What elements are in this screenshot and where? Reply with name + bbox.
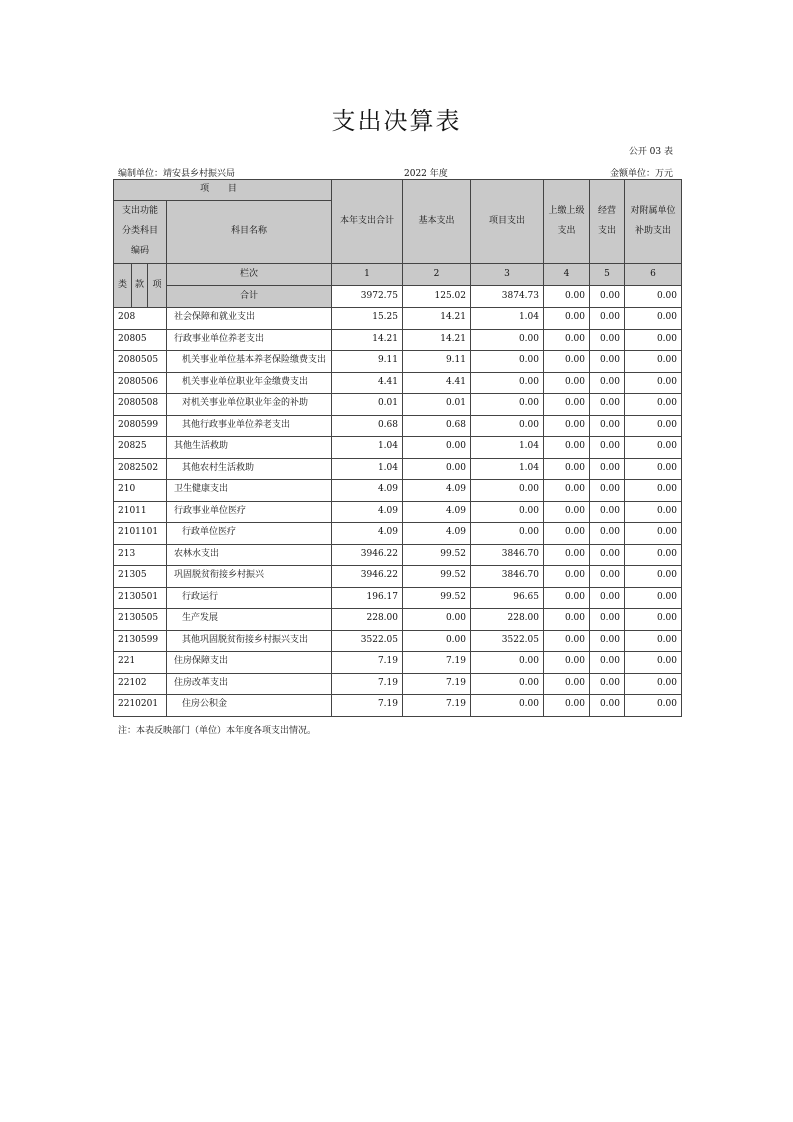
amount-cell: 7.19 xyxy=(332,695,403,717)
amount-cell: 0.00 xyxy=(625,587,682,609)
amount-cell: 0.00 xyxy=(544,544,590,566)
amount-cell: 0.00 xyxy=(544,480,590,502)
subject-code: 2080599 xyxy=(114,415,167,437)
xiang-header: 项 xyxy=(148,264,167,308)
total-value: 0.00 xyxy=(544,286,590,308)
amount-cell: 0.00 xyxy=(544,437,590,459)
subject-name: 住房保障支出 xyxy=(167,652,332,674)
table-row xyxy=(114,394,682,416)
amount-cell: 0.00 xyxy=(544,501,590,523)
amount-cell: 0.00 xyxy=(590,480,625,502)
subject-name: 其他农村生活救助 xyxy=(167,458,332,480)
subject-code: 20825 xyxy=(114,437,167,459)
amount-cell: 0.00 xyxy=(544,372,590,394)
amount-cell: 15.25 xyxy=(332,308,403,330)
subject-name: 行政单位医疗 xyxy=(167,523,332,545)
subject-code: 213 xyxy=(114,544,167,566)
expenditure-table xyxy=(113,179,682,717)
project-header: 项 目 xyxy=(114,180,332,201)
kuan-header: 款 xyxy=(132,264,148,308)
amount-cell: 1.04 xyxy=(471,437,544,459)
amount-cell: 0.00 xyxy=(625,566,682,588)
amount-cell: 99.52 xyxy=(403,566,471,588)
total-value: 0.00 xyxy=(625,286,682,308)
amount-cell: 0.68 xyxy=(403,415,471,437)
subject-name: 行政运行 xyxy=(167,587,332,609)
table-row xyxy=(114,587,682,609)
subject-name: 巩固脱贫衔接乡村振兴 xyxy=(167,566,332,588)
amount-cell: 0.00 xyxy=(544,523,590,545)
subject-name: 对机关事业单位职业年金的补助 xyxy=(167,394,332,416)
table-row xyxy=(114,501,682,523)
amount-cell: 0.00 xyxy=(625,308,682,330)
amount-cell: 99.52 xyxy=(403,587,471,609)
amount-cell: 0.00 xyxy=(625,523,682,545)
amount-cell: 7.19 xyxy=(403,695,471,717)
page-title: 支出决算表 xyxy=(331,107,462,135)
subject-code: 2210201 xyxy=(114,695,167,717)
table-row xyxy=(114,609,682,631)
amount-cell: 1.04 xyxy=(471,308,544,330)
amount-cell: 3522.05 xyxy=(471,630,544,652)
amount-cell: 0.00 xyxy=(590,587,625,609)
amount-cell: 0.00 xyxy=(590,437,625,459)
amount-cell: 0.00 xyxy=(544,458,590,480)
amount-cell: 0.00 xyxy=(590,329,625,351)
amount-cell: 4.09 xyxy=(403,480,471,502)
amount-cell: 0.00 xyxy=(544,587,590,609)
subject-name: 其他行政事业单位养老支出 xyxy=(167,415,332,437)
table-row xyxy=(114,351,682,373)
amount-cell: 0.00 xyxy=(590,652,625,674)
subject-name: 行政事业单位养老支出 xyxy=(167,329,332,351)
amount-cell: 0.00 xyxy=(625,458,682,480)
amount-cell: 0.00 xyxy=(625,630,682,652)
subject-code: 2130599 xyxy=(114,630,167,652)
total-value: 3972.75 xyxy=(332,286,403,308)
subject-code: 21305 xyxy=(114,566,167,588)
col-num: 1 xyxy=(332,264,403,286)
amount-cell: 0.00 xyxy=(625,609,682,631)
amount-cell: 0.00 xyxy=(471,673,544,695)
amount-cell: 0.00 xyxy=(625,673,682,695)
subject-name-header: 科目名称 xyxy=(167,201,332,264)
subject-code: 21011 xyxy=(114,501,167,523)
amount-cell: 0.00 xyxy=(471,394,544,416)
amount-cell: 0.00 xyxy=(471,501,544,523)
amount-cell: 0.00 xyxy=(544,308,590,330)
amount-cell: 0.00 xyxy=(590,695,625,717)
amount-cell: 4.09 xyxy=(403,501,471,523)
amount-cell: 7.19 xyxy=(403,673,471,695)
col-header-total: 本年支出合计 xyxy=(332,180,403,264)
subject-code: 2082502 xyxy=(114,458,167,480)
amount-cell: 0.00 xyxy=(625,415,682,437)
amount-cell: 4.09 xyxy=(332,523,403,545)
amount-cell: 9.11 xyxy=(403,351,471,373)
amount-cell: 0.68 xyxy=(332,415,403,437)
amount-cell: 0.00 xyxy=(625,695,682,717)
amount-cell: 0.00 xyxy=(544,695,590,717)
amount-cell: 3846.70 xyxy=(471,544,544,566)
subject-code: 2130501 xyxy=(114,587,167,609)
amount-cell: 0.00 xyxy=(590,415,625,437)
col-num: 5 xyxy=(590,264,625,286)
table-row xyxy=(114,523,682,545)
amount-cell: 0.00 xyxy=(590,501,625,523)
col-num: 2 xyxy=(403,264,471,286)
amount-cell: 3522.05 xyxy=(332,630,403,652)
amount-cell: 0.00 xyxy=(544,630,590,652)
amount-cell: 14.21 xyxy=(403,329,471,351)
subject-code: 2101101 xyxy=(114,523,167,545)
amount-cell: 0.00 xyxy=(544,566,590,588)
amount-cell: 228.00 xyxy=(471,609,544,631)
col-header-remit: 上缴上级支出 xyxy=(544,180,590,264)
total-value: 125.02 xyxy=(403,286,471,308)
table-row xyxy=(114,415,682,437)
amount-cell: 0.00 xyxy=(625,652,682,674)
subject-code: 2080505 xyxy=(114,351,167,373)
amount-cell: 0.00 xyxy=(544,415,590,437)
amount-cell: 3846.70 xyxy=(471,566,544,588)
amount-cell: 0.00 xyxy=(544,673,590,695)
col-header-project: 项目支出 xyxy=(471,180,544,264)
amount-cell: 0.00 xyxy=(590,609,625,631)
amount-cell: 0.01 xyxy=(403,394,471,416)
amount-cell: 0.00 xyxy=(625,372,682,394)
amount-cell: 7.19 xyxy=(332,673,403,695)
col-header-operating: 经营支出 xyxy=(590,180,625,264)
amount-cell: 3946.22 xyxy=(332,544,403,566)
total-value: 3874.73 xyxy=(471,286,544,308)
table-row xyxy=(114,437,682,459)
amount-cell: 0.00 xyxy=(544,351,590,373)
subject-code: 22102 xyxy=(114,673,167,695)
table-row xyxy=(114,566,682,588)
amount-cell: 0.00 xyxy=(590,566,625,588)
subject-code: 210 xyxy=(114,480,167,502)
amount-cell: 0.00 xyxy=(403,609,471,631)
amount-cell: 7.19 xyxy=(332,652,403,674)
amount-cell: 0.00 xyxy=(590,372,625,394)
amount-cell: 0.01 xyxy=(332,394,403,416)
amount-cell: 0.00 xyxy=(403,630,471,652)
amount-cell: 0.00 xyxy=(590,394,625,416)
amount-cell: 228.00 xyxy=(332,609,403,631)
table-row xyxy=(114,308,682,330)
amount-cell: 0.00 xyxy=(471,695,544,717)
amount-cell: 0.00 xyxy=(625,394,682,416)
subject-name: 社会保障和就业支出 xyxy=(167,308,332,330)
amount-cell: 0.00 xyxy=(625,544,682,566)
amount-cell: 3946.22 xyxy=(332,566,403,588)
header-row-project xyxy=(114,180,682,201)
lei-header: 类 xyxy=(114,264,132,308)
amount-cell: 0.00 xyxy=(590,351,625,373)
money-unit: 金额单位：万元 xyxy=(609,169,673,179)
amount-cell: 1.04 xyxy=(332,458,403,480)
col-header-subsidy: 对附属单位补助支出 xyxy=(625,180,682,264)
amount-cell: 0.00 xyxy=(471,372,544,394)
amount-cell: 0.00 xyxy=(625,501,682,523)
amount-cell: 0.00 xyxy=(625,351,682,373)
footnote: 注：本表反映部门（单位）本年度各项支出情况。 xyxy=(118,726,317,736)
subject-name: 生产发展 xyxy=(167,609,332,631)
amount-cell: 0.00 xyxy=(544,394,590,416)
subject-code: 208 xyxy=(114,308,167,330)
amount-cell: 1.04 xyxy=(471,458,544,480)
amount-cell: 0.00 xyxy=(544,609,590,631)
amount-cell: 0.00 xyxy=(471,329,544,351)
amount-cell: 0.00 xyxy=(544,652,590,674)
amount-cell: 99.52 xyxy=(403,544,471,566)
subject-code: 2080506 xyxy=(114,372,167,394)
subject-name: 其他生活救助 xyxy=(167,437,332,459)
amount-cell: 0.00 xyxy=(590,308,625,330)
table-row xyxy=(114,652,682,674)
amount-cell: 0.00 xyxy=(471,480,544,502)
table-row xyxy=(114,630,682,652)
amount-cell: 14.21 xyxy=(403,308,471,330)
total-value: 0.00 xyxy=(590,286,625,308)
col-num: 3 xyxy=(471,264,544,286)
subject-code: 20805 xyxy=(114,329,167,351)
amount-cell: 0.00 xyxy=(590,544,625,566)
subject-name: 行政事业单位医疗 xyxy=(167,501,332,523)
table-row xyxy=(114,480,682,502)
amount-cell: 96.65 xyxy=(471,587,544,609)
amount-cell: 0.00 xyxy=(471,523,544,545)
compiling-unit: 编制单位：靖安县乡村振兴局 xyxy=(118,169,236,179)
amount-cell: 0.00 xyxy=(590,673,625,695)
total-row xyxy=(114,286,682,308)
amount-cell: 4.41 xyxy=(332,372,403,394)
table-row xyxy=(114,329,682,351)
amount-cell: 4.09 xyxy=(332,501,403,523)
total-label: 合计 xyxy=(167,286,332,308)
amount-cell: 0.00 xyxy=(625,480,682,502)
amount-cell: 0.00 xyxy=(471,351,544,373)
amount-cell: 196.17 xyxy=(332,587,403,609)
amount-cell: 4.09 xyxy=(332,480,403,502)
table-row xyxy=(114,458,682,480)
subject-code: 221 xyxy=(114,652,167,674)
amount-cell: 0.00 xyxy=(590,458,625,480)
subject-name: 机关事业单位基本养老保险缴费支出 xyxy=(167,351,332,373)
lanci-label: 栏次 xyxy=(167,264,332,286)
amount-cell: 4.09 xyxy=(403,523,471,545)
func-code-header: 支出功能分类科目编码 xyxy=(114,201,167,264)
amount-cell: 9.11 xyxy=(332,351,403,373)
subject-name: 农林水支出 xyxy=(167,544,332,566)
subject-name: 其他巩固脱贫衔接乡村振兴支出 xyxy=(167,630,332,652)
header-row-lanci xyxy=(114,264,682,286)
col-header-basic: 基本支出 xyxy=(403,180,471,264)
amount-cell: 0.00 xyxy=(590,630,625,652)
table-row xyxy=(114,544,682,566)
subject-name: 卫生健康支出 xyxy=(167,480,332,502)
amount-cell: 7.19 xyxy=(403,652,471,674)
amount-cell: 0.00 xyxy=(403,437,471,459)
amount-cell: 0.00 xyxy=(471,415,544,437)
amount-cell: 0.00 xyxy=(625,437,682,459)
form-number: 公开 03 表 xyxy=(628,147,673,157)
subject-name: 机关事业单位职业年金缴费支出 xyxy=(167,372,332,394)
amount-cell: 0.00 xyxy=(471,652,544,674)
table-row xyxy=(114,695,682,717)
subject-name: 住房改革支出 xyxy=(167,673,332,695)
col-num: 6 xyxy=(625,264,682,286)
amount-cell: 4.41 xyxy=(403,372,471,394)
amount-cell: 14.21 xyxy=(332,329,403,351)
fiscal-year: 2022 年度 xyxy=(404,169,448,179)
subject-code: 2080508 xyxy=(114,394,167,416)
amount-cell: 0.00 xyxy=(544,329,590,351)
col-num: 4 xyxy=(544,264,590,286)
amount-cell: 0.00 xyxy=(625,329,682,351)
amount-cell: 0.00 xyxy=(403,458,471,480)
table-row xyxy=(114,673,682,695)
subject-name: 住房公积金 xyxy=(167,695,332,717)
table-row xyxy=(114,372,682,394)
amount-cell: 0.00 xyxy=(590,523,625,545)
amount-cell: 1.04 xyxy=(332,437,403,459)
subject-code: 2130505 xyxy=(114,609,167,631)
